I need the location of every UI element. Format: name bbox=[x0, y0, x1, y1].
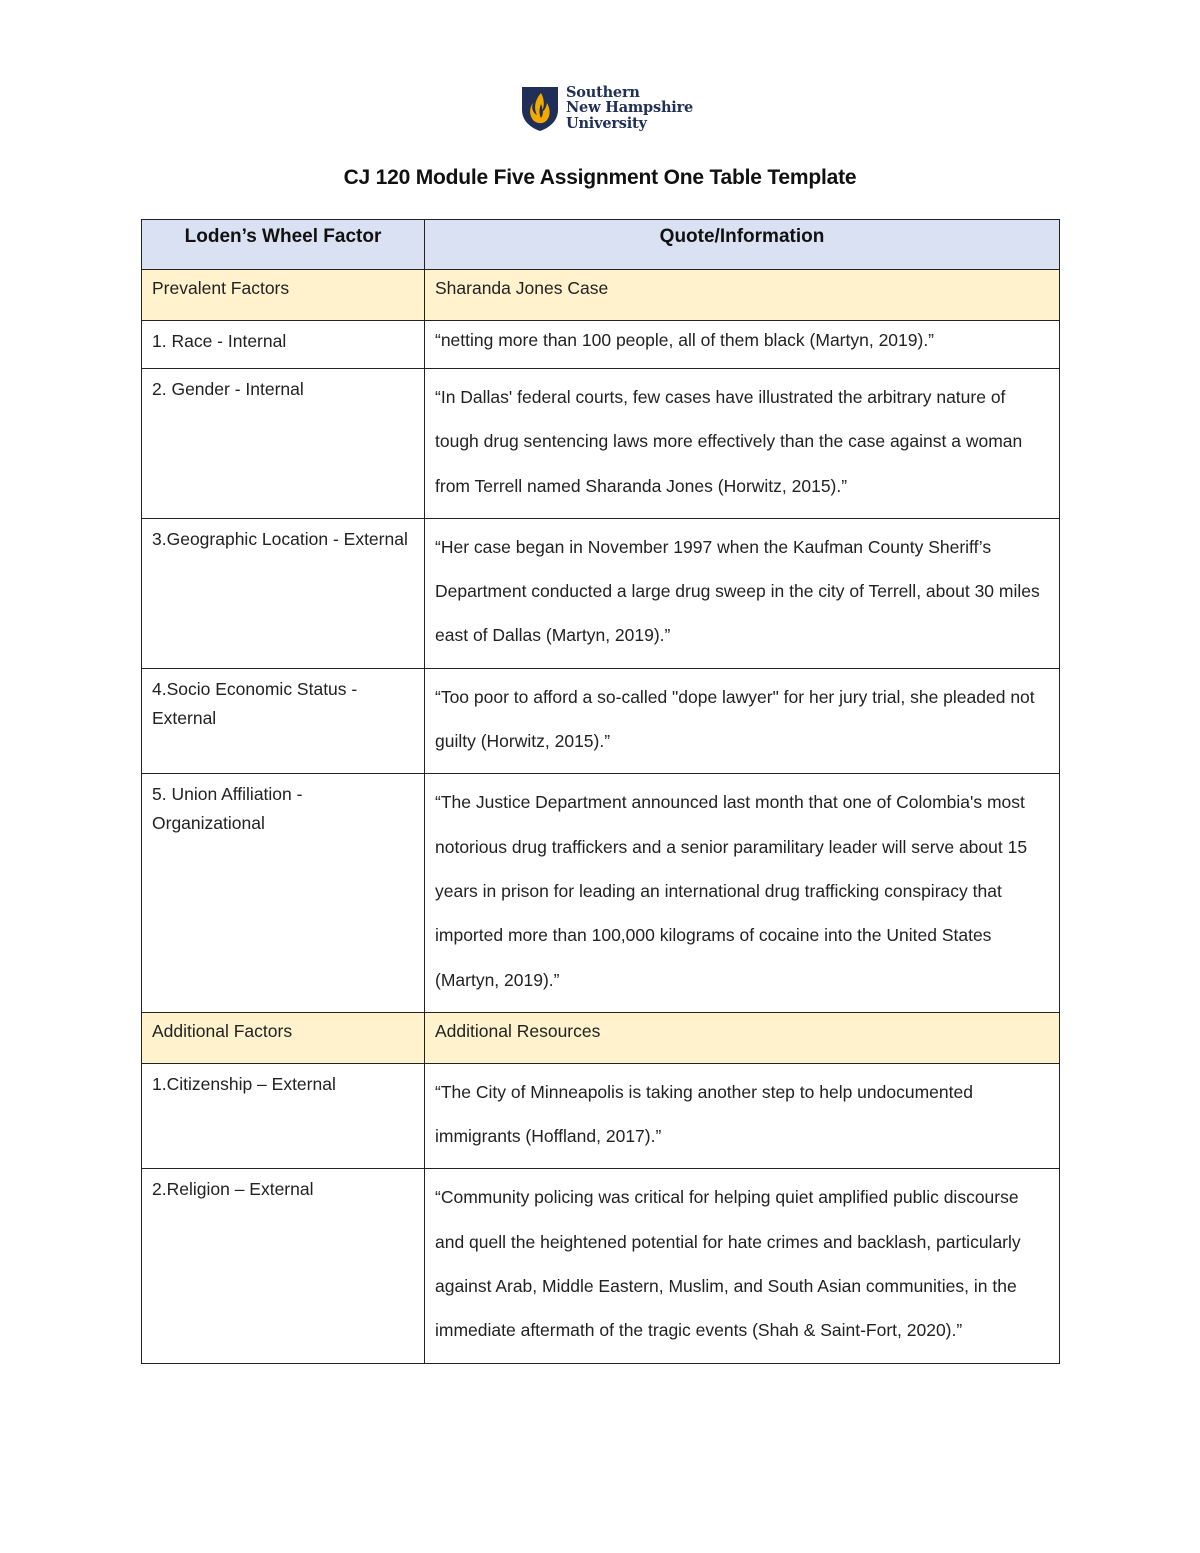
section-row-prevalent bbox=[142, 270, 1060, 321]
quote-cell: “Too poor to afford a so-called "dope lawyer" for her jury trial, she pleaded not guilty (Horwitz, 2015).” bbox=[425, 668, 1060, 774]
factor-cell: 1.Citizenship – External bbox=[142, 1063, 425, 1169]
university-logo bbox=[520, 84, 693, 132]
table-row bbox=[142, 321, 1060, 369]
document-title: CJ 120 Module Five Assignment One Table Template bbox=[343, 166, 857, 189]
factor-cell: 1. Race - Internal bbox=[142, 321, 425, 369]
table-row bbox=[142, 774, 1060, 1012]
table-row bbox=[142, 518, 1060, 668]
quote-cell: “Community policing was critical for helping quiet amplified public discourse and quell the heightened potential for hate crimes and backlash, particularly against Arab, Middle Eastern, Muslim, and South Asian communities, in the immediate aftermath of the tragic events (Shah & Saint-Fort, 2020).” bbox=[425, 1169, 1060, 1363]
logo-line: University bbox=[566, 114, 647, 132]
section-label: Prevalent Factors bbox=[142, 270, 425, 321]
logo-line: Southern bbox=[566, 83, 640, 101]
table-row bbox=[142, 369, 1060, 519]
table-row bbox=[142, 1063, 1060, 1169]
section-label: Additional Factors bbox=[142, 1012, 425, 1063]
logo-line: New Hampshire bbox=[566, 99, 694, 117]
quote-cell: “In Dallas' federal courts, few cases have illustrated the arbitrary nature of tough drug sentencing laws more effectively than the case against a woman from Terrell named Sharanda Jones (Horwitz, 2015).” bbox=[425, 369, 1060, 519]
section-resource: Additional Resources bbox=[425, 1012, 1060, 1063]
factor-cell: 3.Geographic Location - External bbox=[142, 518, 425, 668]
factors-table bbox=[141, 219, 1060, 1364]
logo-wordmark bbox=[566, 85, 693, 132]
column-header-quote: Quote/Information bbox=[425, 220, 1060, 270]
section-row-additional bbox=[142, 1012, 1060, 1063]
section-resource: Sharanda Jones Case bbox=[425, 270, 1060, 321]
table-header-row bbox=[142, 220, 1060, 270]
column-header-factor: Loden’s Wheel Factor bbox=[142, 220, 425, 270]
factor-cell: 2. Gender - Internal bbox=[142, 369, 425, 519]
table-row bbox=[142, 668, 1060, 774]
university-shield-flame-icon bbox=[520, 84, 560, 132]
quote-cell: “The Justice Department announced last month that one of Colombia's most notorious drug traffickers and a senior paramilitary leader will serve about 15 years in prison for leading an international drug trafficking conspiracy that imported more than 100,000 kilograms of cocaine into the United States (Martyn, 2019).” bbox=[425, 774, 1060, 1012]
table-row bbox=[142, 1169, 1060, 1363]
factor-cell: 5. Union Affiliation - Organizational bbox=[142, 774, 425, 1012]
quote-cell: “netting more than 100 people, all of them black (Martyn, 2019).” bbox=[425, 321, 1060, 369]
quote-cell: “The City of Minneapolis is taking another step to help undocumented immigrants (Hoffland, 2017).” bbox=[425, 1063, 1060, 1169]
factor-cell: 4.Socio Economic Status - External bbox=[142, 668, 425, 774]
quote-cell: “Her case began in November 1997 when the Kaufman County Sheriff’s Department conducted a large drug sweep in the city of Terrell, about 30 miles east of Dallas (Martyn, 2019).” bbox=[425, 518, 1060, 668]
factor-cell: 2.Religion – External bbox=[142, 1169, 425, 1363]
